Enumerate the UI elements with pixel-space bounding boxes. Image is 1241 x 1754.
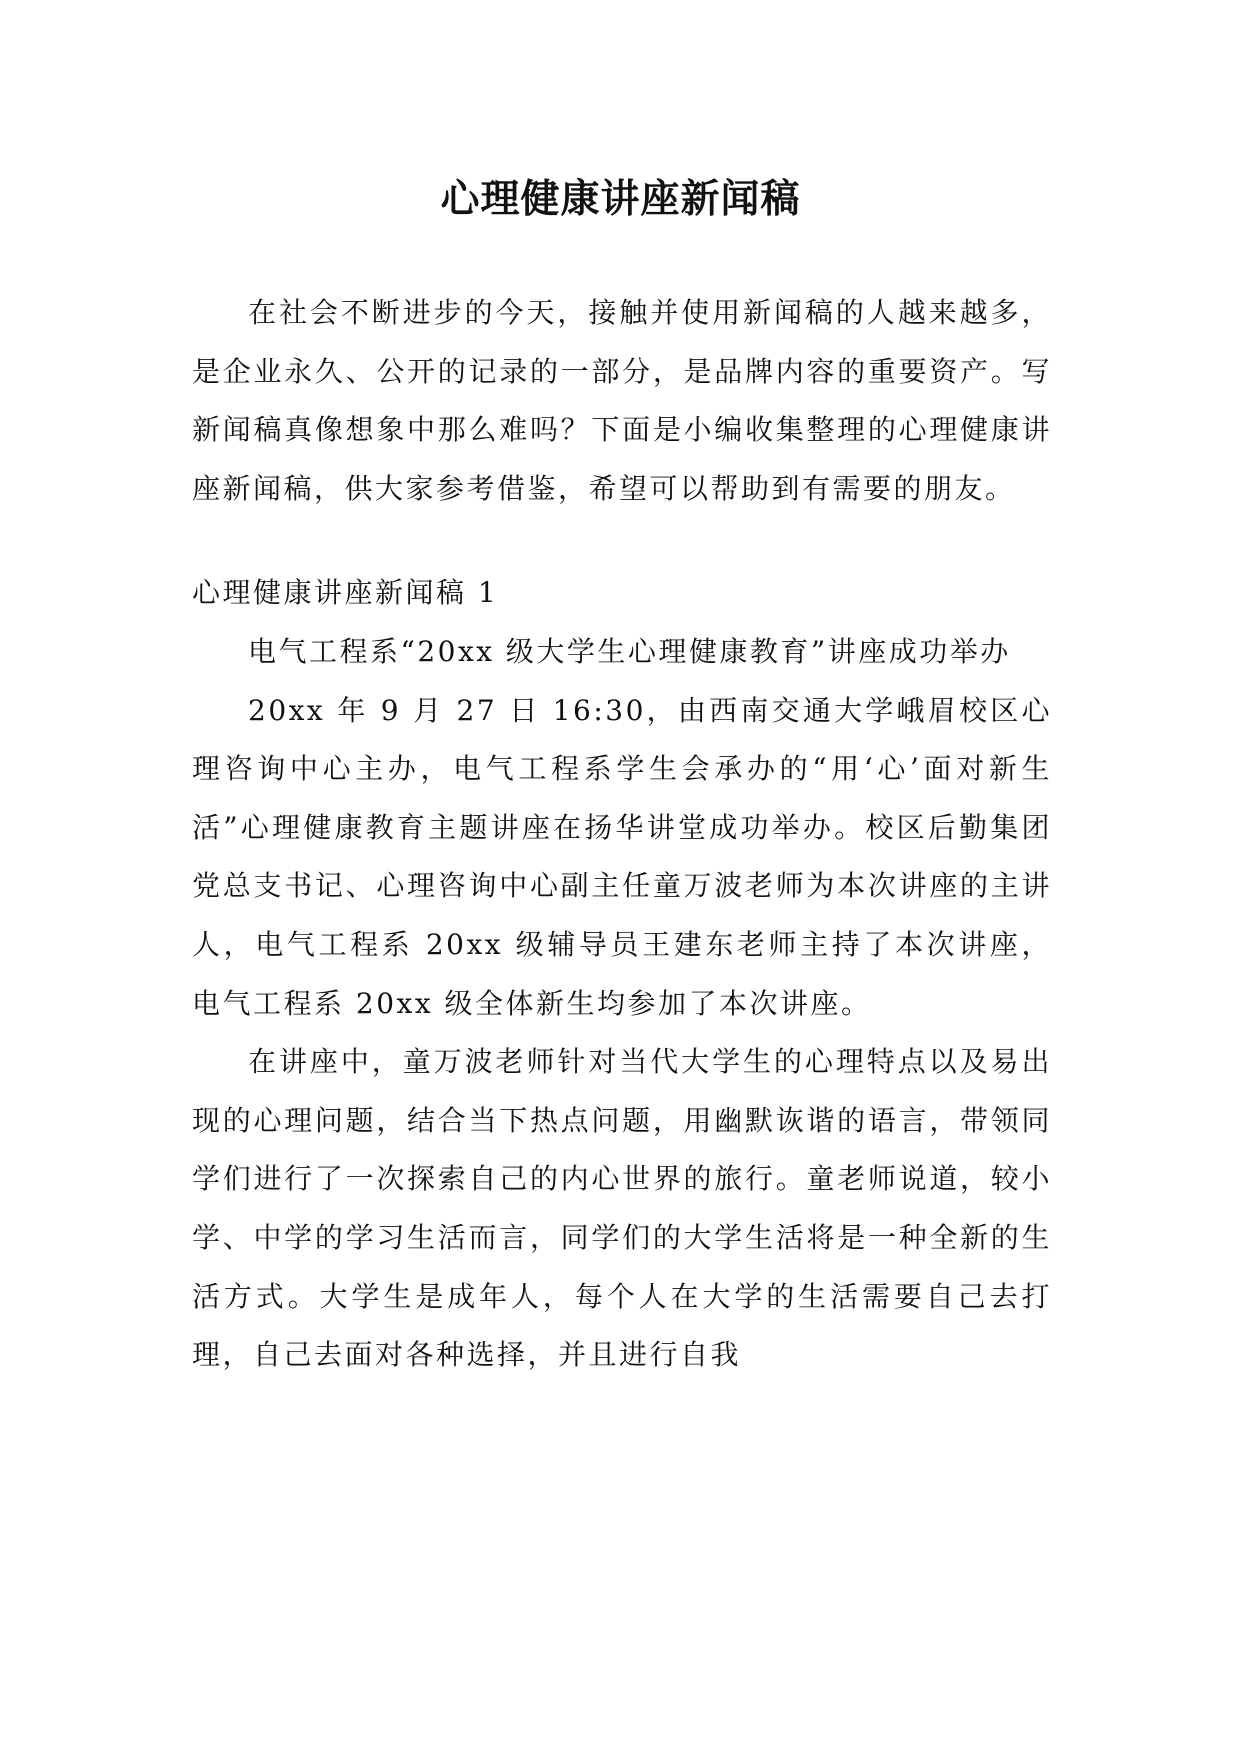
body-paragraph: 在讲座中，童万波老师针对当代大学生的心理特点以及易出现的心理问题，结合当下热点问题，用幽默诙谐的语言，带领同学们进行了一次探索自己的内心世界的旅行。童老师说道，较小学、中学的学习生活而言，同学们的大学生活将是一种全新的生活方式。大学生是成年人，每个人在大学的生活需要自己去打理，自己去面对各种选择，并且进行自我 [192,1045,1052,1372]
body-paragraph: 电气工程系“20xx 级大学生心理健康教育”讲座成功举办 [248,634,1011,668]
intro-paragraph: 在社会不断进步的今天，接触并使用新闻稿的人越来越多，是企业永久、公开的记录的一部分，是品牌内容的重要资产。写新闻稿真像想象中那么难吗？下面是小编收集整理的心理健康讲座新闻稿，供大家参考借鉴，希望可以帮助到有需要的朋友。 [192,296,1052,505]
document-title: 心理健康讲座新闻稿 [440,177,801,223]
document-body [192,284,1052,1385]
body-paragraph: 20xx 年 9 月 27 日 16:30，由西南交通大学峨眉校区心理咨询中心主办，电气工程系学生会承办的“用‘心’面对新生活”心理健康教育主题讲座在扬华讲堂成功举办。校区后勤集团党总支书记、心理咨询中心副主任童万波老师为本次讲座的主讲人，电气工程系 20xx 级辅导员王建东老师主持了本次讲座，电气工程系 20xx 级全体新生均参加了本次讲座。 [192,693,1052,1020]
section-heading: 心理健康讲座新闻稿 1 [192,576,499,610]
